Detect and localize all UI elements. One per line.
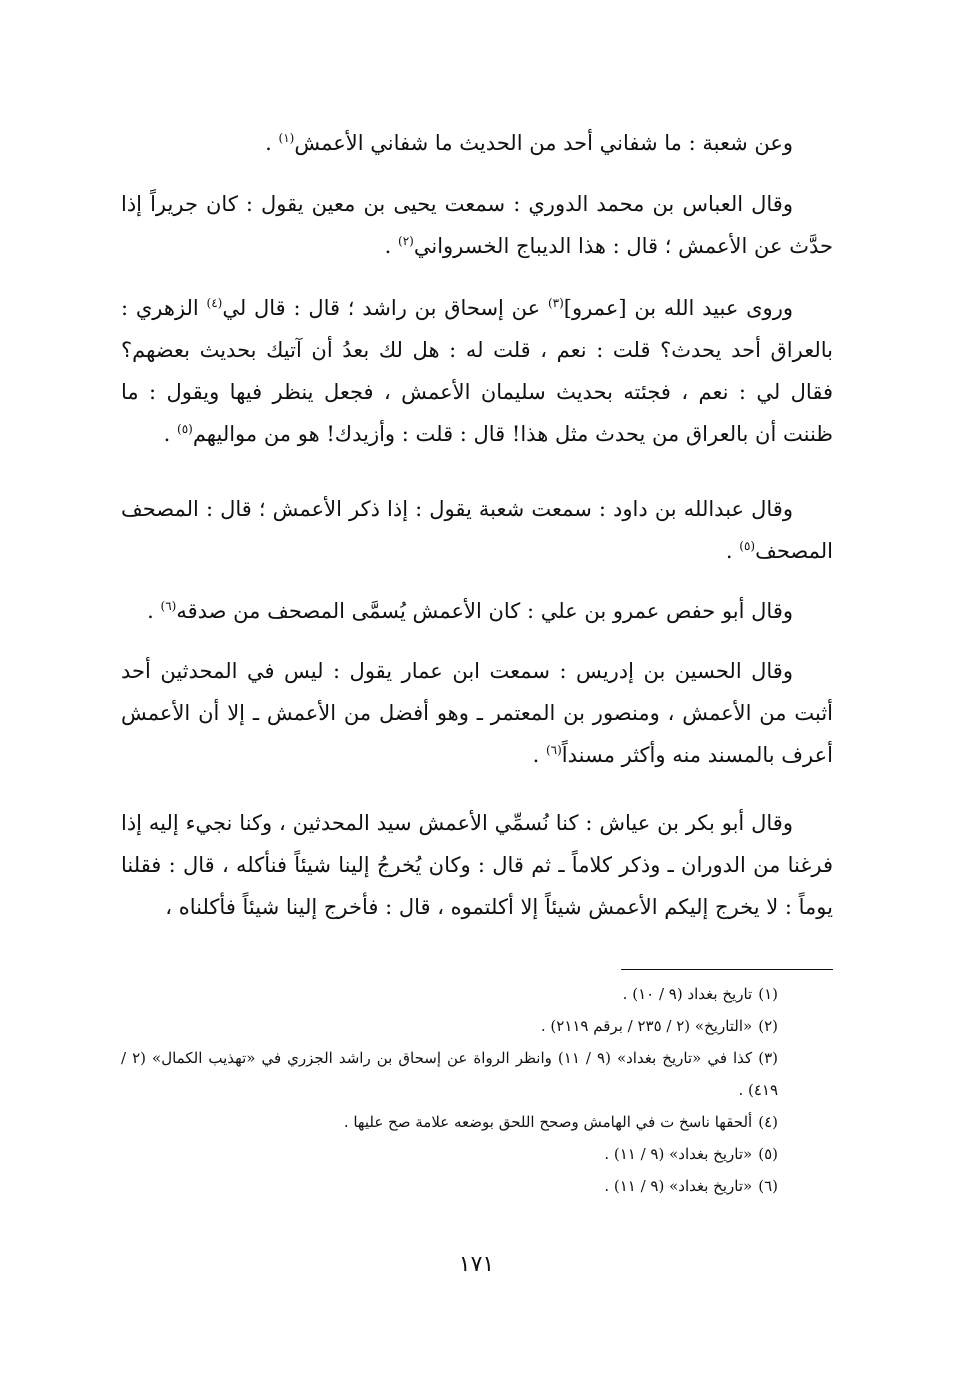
paragraph-ubaydullah: وروى عبيد الله بن [عمرو]$^{(٣)}$ عن إسحاق بن راشد ؛ قال : قال لي$^{(٤)}$ الزهري : بالعراق أحد يحدث؟ قلت : نعم ، قلت له : هل لك بعدُ أن آتيك بحديث بعضهم؟ فقال لي : نعم ، فجئته بحديث سليمان الأعمش ، فجعل ينظر فيها ويقول : ما ظننت أن بالعراق من يحدث مثل هذا! قال : قلت : وأزيدك! هو من مواليهم$^{(٥)}$ . bbox=[121, 296, 833, 446]
page-number: ١٧١ bbox=[458, 1252, 495, 1277]
footnote-ref[interactable]: (٥) bbox=[177, 422, 193, 436]
paragraph-abu-hafs: وقال أبو حفص عمرو بن علي : كان الأعمش يُسمَّى المصحف من صدقه$^{(٦)}$ . bbox=[147, 599, 793, 623]
footnote-3: (٣)كذا في «تاريخ بغداد» (٩ / ١١) وانظر الرواة عن إسحاق بن راشد الجزري في «تهذيب الكمال» (٢ / ٤١٩) . bbox=[121, 1049, 778, 1099]
footnote-ref[interactable]: (١) bbox=[278, 131, 295, 145]
footnote-ref[interactable]: (٦) bbox=[545, 743, 562, 757]
footnote-1: (١)تاريخ بغداد (٩ / ١٠) . bbox=[622, 985, 778, 1003]
paragraph-abdullah-dawud: وقال عبدالله بن داود : سمعت شعبة يقول : إذا ذكر الأعمش ؛ قال : المصحف المصحف$^{(٥)}$ . bbox=[121, 497, 833, 563]
paragraph-abbas: وقال العباس بن محمد الدوري : سمعت يحيى بن معين يقول : كان جريراً إذا حدَّث عن الأعمش ؛ قال : هذا الديباج الخسرواني$^{(٢)}$ . bbox=[121, 192, 833, 258]
footnote-2: (٢)«التاريخ» (٢ / ٢٣٥ / برقم ٢١١٩) . bbox=[540, 1017, 778, 1035]
footnote-ref[interactable]: (٢) bbox=[398, 234, 414, 248]
footnote-ref[interactable]: (٦) bbox=[160, 599, 177, 613]
paragraph-shuba: وعن شعبة : ما شفاني أحد من الحديث ما شفاني الأعمش$^{(١)}$ . bbox=[265, 131, 793, 155]
paragraph-abu-bakr: وقال أبو بكر بن عياش : كنا نُسمِّي الأعمش سيد المحدثين ، وكنا نجيء إليه إذا فرغنا من الدوران ـ وذكر كلاماً ـ ثم قال : وكان يُخرجُ إلينا شيئاً فنأكله ، قال : فقلنا يوماً : لا يخرج إليكم الأعمش شيئاً إلا أكلتموه ، قال : فأخرج إلينا شيئاً فأكلناه ، bbox=[121, 811, 833, 919]
footnote-5: (٥)«تاريخ بغداد» (٩ / ١١) . bbox=[604, 1145, 778, 1163]
footnote-ref[interactable]: (٤) bbox=[206, 296, 223, 310]
footnote-6: (٦)«تاريخ بغداد» (٩ / ١١) . bbox=[604, 1177, 778, 1195]
footnote-ref[interactable]: (٥) bbox=[739, 539, 756, 553]
footnotes bbox=[121, 978, 833, 1202]
footnote-ref[interactable]: (٣) bbox=[547, 296, 564, 310]
paragraph-husayn: وقال الحسين بن إدريس : سمعت ابن عمار يقول : ليس في المحدثين أحد أثبت من الأعمش ، ومنصور بن المعتمر ـ وهو أفضل من الأعمش ـ إلا أن الأعمش أعرف بالمسند منه وأكثر مسنداً$^{(٦)}$ . bbox=[121, 659, 833, 767]
footnote-divider bbox=[621, 969, 833, 970]
footnote-4: (٤)ألحقها ناسخ ت في الهامش وصحح اللحق بوضعه علامة صح عليها . bbox=[343, 1113, 778, 1131]
